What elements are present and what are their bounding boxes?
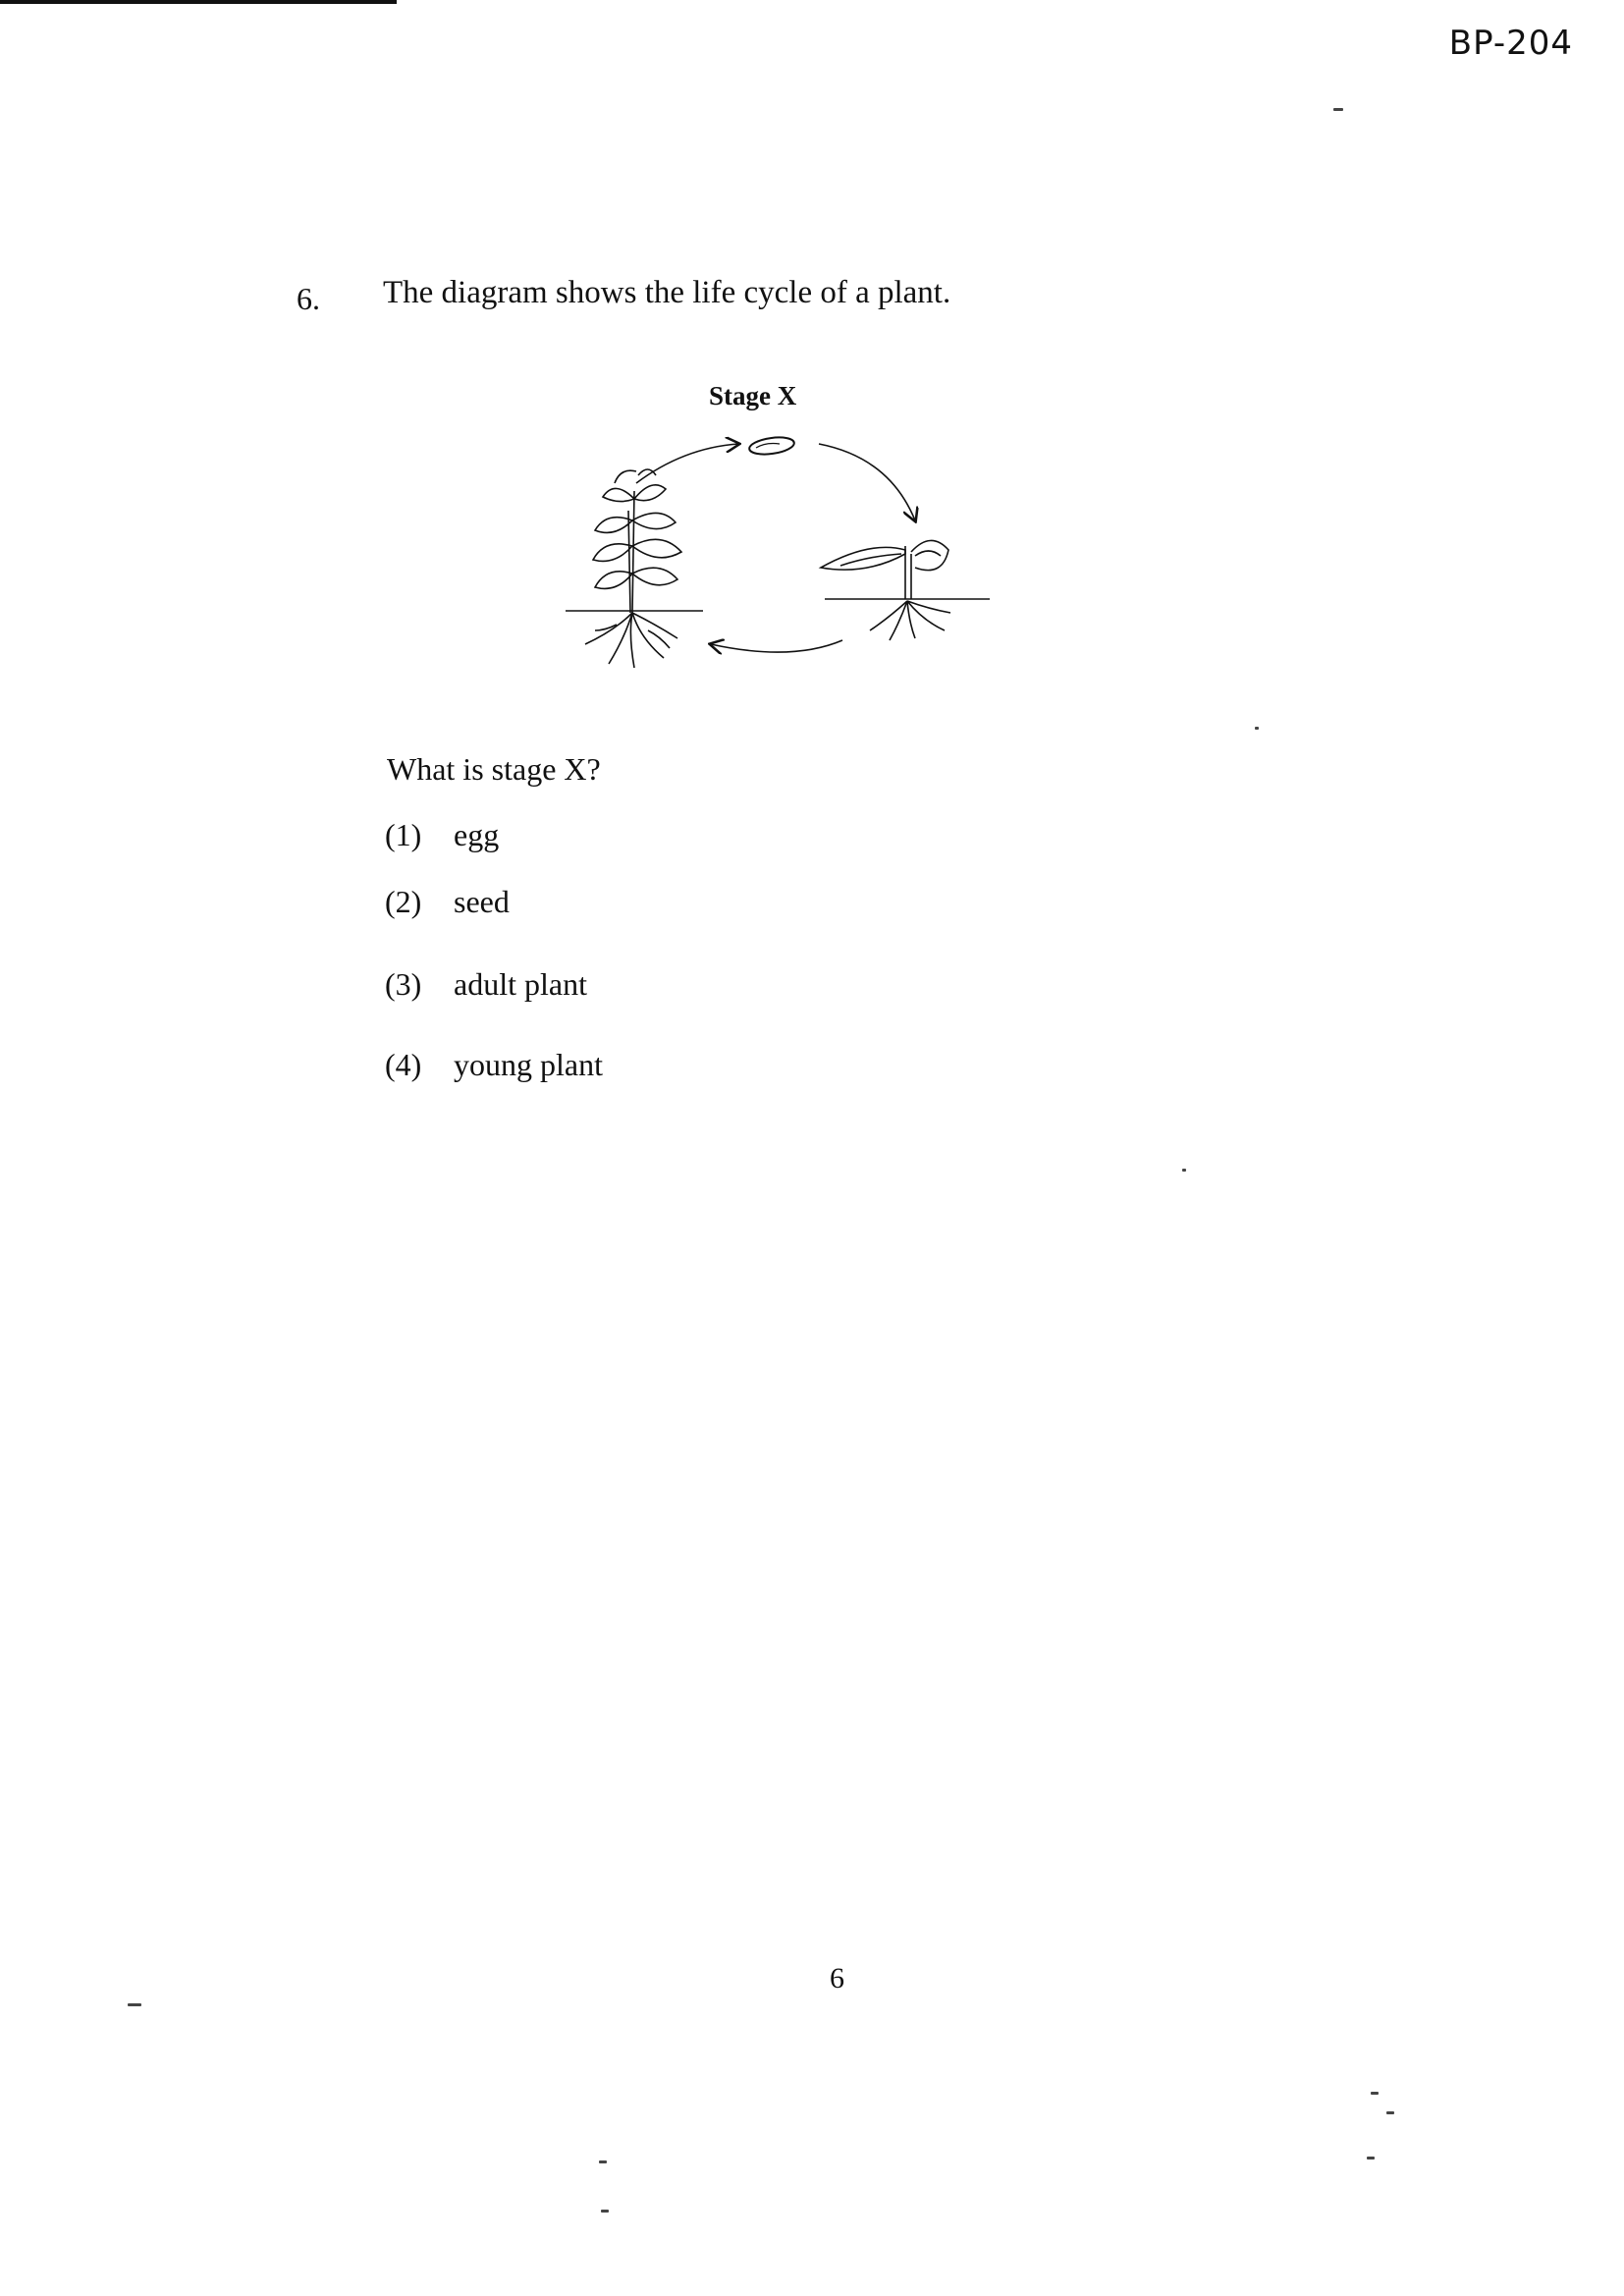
sub-question-prompt: What is stage X? — [387, 751, 601, 787]
arrow-young-to-adult — [711, 640, 842, 652]
scan-speck — [1255, 727, 1259, 730]
scan-speck — [1333, 108, 1343, 111]
option-text: young plant — [454, 1047, 603, 1082]
scan-speck — [1182, 1169, 1186, 1172]
scan-speck — [1371, 2092, 1379, 2095]
option-text: egg — [454, 817, 500, 852]
young-plant-icon — [821, 540, 990, 640]
scan-speck — [1386, 2111, 1394, 2114]
option-number: (3) — [385, 966, 422, 1002]
top-rule — [0, 0, 397, 4]
question-stem: The diagram shows the life cycle of a plant. — [383, 275, 951, 310]
option-number: (1) — [385, 817, 422, 852]
scan-speck — [1367, 2157, 1375, 2159]
stage-x-label: Stage X — [709, 381, 797, 410]
option-number: (2) — [385, 884, 422, 919]
life-cycle-diagram — [546, 373, 1007, 687]
scan-speck — [128, 2003, 141, 2006]
scan-speck — [601, 2210, 609, 2213]
page-number: 6 — [830, 1962, 844, 1995]
seed-icon — [748, 435, 795, 457]
option-text: seed — [454, 884, 510, 919]
question-number: 6. — [297, 281, 320, 316]
option-text: adult plant — [454, 966, 587, 1002]
arrow-seed-to-young — [819, 444, 915, 520]
scan-speck — [599, 2160, 607, 2163]
adult-plant-icon — [566, 469, 703, 668]
arrow-adult-to-seed — [636, 444, 738, 483]
option-number: (4) — [385, 1047, 422, 1082]
document-code: BP-204 — [1448, 24, 1573, 63]
